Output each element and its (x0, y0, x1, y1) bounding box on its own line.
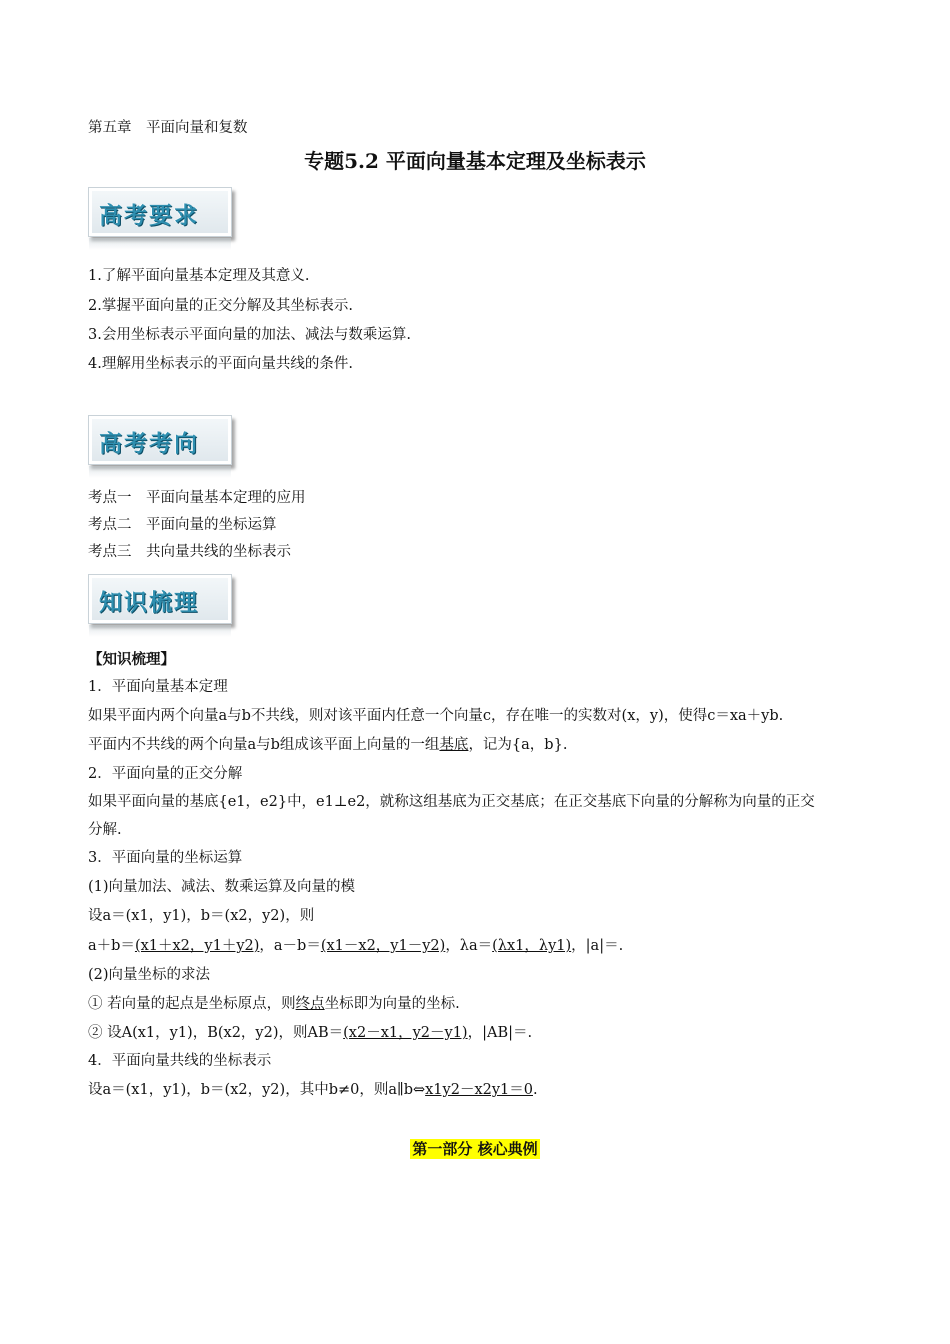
section-3-case-1 (88, 994, 460, 1014)
knowledge-heading: 【知识梳理】 (88, 651, 175, 668)
section-2-title: 2．平面向量的正交分解 (88, 766, 243, 782)
requirement-item: 4.理解用坐标表示的平面向量共线的条件. (88, 356, 353, 372)
section-2-text: 如果平面向量的基底{e1，e2}中，e1⊥e2，就称这组基底为正交基底；在正交基底下向量的分解称为向量的正交 (88, 794, 815, 810)
banner-directions (88, 415, 232, 465)
answer-underlined: 终点 (295, 996, 325, 1012)
text: ，|AB|＝. (467, 1025, 533, 1041)
section-1-text: 如果平面内两个向量a与b不共线，则对该平面内任意一个向量c，存在唯一的实数对(x，y)，使得c＝xa＋yb. (88, 708, 784, 724)
text: ，a－b＝ (259, 938, 321, 954)
requirement-item: 2.掌握平面向量的正交分解及其坐标表示. (88, 298, 353, 314)
section-3-formulas (88, 936, 623, 956)
text: ，λa＝ (445, 938, 493, 954)
text: 设a＝(x1，y1)，b＝(x2，y2)，其中b≠0，则a∥b⇔ (88, 1082, 426, 1098)
section-3-sub1: (1)向量加法、减法、数乘运算及向量的模 (88, 879, 356, 895)
text: 平面内不共线的两个向量a与b组成该平面上向量的一组 (88, 737, 440, 753)
direction-item: 考点二 平面向量的坐标运算 (88, 517, 277, 533)
part-heading (0, 1138, 950, 1159)
answer-underlined: 基底 (439, 737, 469, 753)
direction-item: 考点三 共向量共线的坐标表示 (88, 544, 291, 560)
answer-underlined: (x1＋x2，y1＋y2) (134, 938, 260, 954)
banner-directions-label: 高考考向 (99, 431, 199, 457)
answer-underlined: x1y2－x2y1＝0 (425, 1082, 533, 1098)
banner-requirements (88, 187, 232, 237)
section-3-case-2 (88, 1023, 532, 1043)
chapter-label: 第五章 平面向量和复数 (88, 120, 248, 136)
section-3-title: 3．平面向量的坐标运算 (88, 850, 243, 866)
banner-knowledge-label: 知识梳理 (99, 590, 199, 616)
section-2-text-cont: 分解. (88, 822, 122, 838)
direction-item: 考点一 平面向量基本定理的应用 (88, 490, 306, 506)
text: ，|a|＝. (571, 938, 624, 954)
section-4-text (88, 1080, 538, 1100)
answer-underlined: (x2－x1，y2－y1) (343, 1025, 468, 1041)
section-1-basis-line (88, 735, 567, 755)
section-3-sub2: (2)向量坐标的求法 (88, 967, 211, 983)
requirement-item: 3.会用坐标表示平面向量的加法、减法与数乘运算. (88, 327, 411, 343)
banner-knowledge (88, 574, 232, 624)
text: ① 若向量的起点是坐标原点，则 (88, 996, 296, 1012)
answer-underlined: (λx1，λy1) (492, 938, 572, 954)
answer-underlined: (x1－x2，y1－y2) (320, 938, 446, 954)
section-1-title: 1．平面向量基本定理 (88, 679, 228, 695)
text: ，记为{a，b}. (468, 737, 568, 753)
text: 坐标即为向量的坐标. (324, 996, 460, 1012)
part-heading-label: 第一部分 核心典例 (412, 1140, 538, 1158)
page-title: 专题5.2 平面向量基本定理及坐标表示 (304, 149, 646, 173)
text: a＋b＝ (88, 938, 135, 954)
text: ② 设A(x1，y1)，B(x2，y2)，则AB＝ (88, 1025, 344, 1041)
section-4-title: 4．平面向量共线的坐标表示 (88, 1053, 272, 1069)
requirement-item: 1.了解平面向量基本定理及其意义. (88, 268, 310, 284)
section-3-setup: 设a＝(x1，y1)，b＝(x2，y2)，则 (88, 908, 315, 924)
text: . (533, 1082, 538, 1098)
banner-requirements-label: 高考要求 (99, 203, 199, 229)
